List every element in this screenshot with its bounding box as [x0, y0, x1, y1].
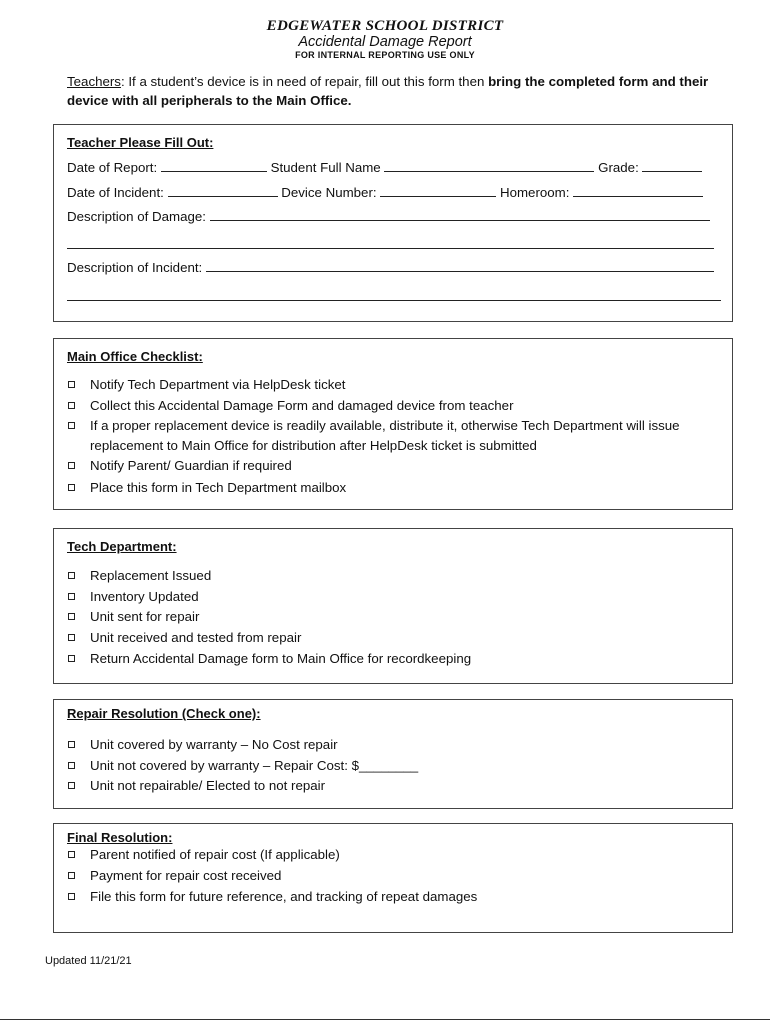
grade-field[interactable]	[642, 161, 702, 172]
damage-description-row	[67, 209, 710, 224]
incident-description-field[interactable]	[206, 261, 714, 272]
checkbox[interactable]	[68, 381, 75, 388]
report-row-1	[67, 160, 702, 175]
repair-resolution-section-title: Repair Resolution (Check one):	[67, 706, 261, 721]
student-name-label: Student Full Name	[270, 160, 381, 175]
footer-divider	[0, 1019, 770, 1020]
damage-description-line-2[interactable]	[67, 248, 714, 249]
intro-text: : If a student’s device is in need of repair, fill out this form then	[120, 74, 489, 89]
intro-bold: bring the completed form and their device with all peripherals to the Main Office.	[67, 74, 709, 108]
checkbox[interactable]	[68, 655, 75, 662]
document-header	[0, 17, 770, 61]
checkbox[interactable]	[68, 613, 75, 620]
date-of-incident-field[interactable]	[168, 186, 278, 197]
checklist-item-label: Unit sent for repair	[90, 609, 200, 624]
checkbox[interactable]	[68, 462, 75, 469]
checklist-item-label: Notify Parent/ Guardian if required	[90, 458, 292, 473]
checklist-item-label: Place this form in Tech Department mailbox	[90, 480, 347, 495]
checklist-item-label: Inventory Updated	[90, 589, 199, 604]
tech-department-section	[53, 528, 733, 684]
checklist-item-label: Notify Tech Department via HelpDesk ticket	[90, 377, 346, 392]
district-name: EDGEWATER SCHOOL DISTRICT	[266, 18, 504, 34]
tech-department-section-title: Tech Department:	[67, 539, 177, 554]
checkbox[interactable]	[68, 572, 75, 579]
damage-description-field[interactable]	[210, 210, 710, 221]
checkbox[interactable]	[68, 872, 75, 879]
damage-description-label: Description of Damage:	[67, 209, 206, 224]
intro-instructions	[67, 72, 727, 110]
checklist-item-label: Parent notified of repair cost (If applicable)	[90, 847, 340, 862]
checkbox[interactable]	[68, 593, 75, 600]
checkbox[interactable]	[68, 422, 75, 429]
repair-resolution-section	[53, 699, 733, 809]
incident-description-row	[67, 260, 714, 275]
checkbox[interactable]	[68, 762, 75, 769]
date-of-incident-label: Date of Incident:	[67, 185, 164, 200]
incident-description-label: Description of Incident:	[67, 260, 203, 275]
report-row-2	[67, 185, 703, 200]
device-number-label: Device Number:	[281, 185, 377, 200]
internal-use-notice: FOR INTERNAL REPORTING USE ONLY	[295, 50, 475, 60]
checklist-item-label: Payment for repair cost received	[90, 868, 282, 883]
checklist-item-label: Unit not repairable/ Elected to not repair	[90, 778, 326, 793]
checkbox[interactable]	[68, 484, 75, 491]
final-resolution-section	[53, 823, 733, 933]
main-office-section	[53, 338, 733, 510]
main-office-section-title: Main Office Checklist:	[67, 349, 203, 364]
checklist-item-label: Collect this Accidental Damage Form and damaged device from teacher	[90, 398, 514, 413]
date-of-report-label: Date of Report:	[67, 160, 158, 175]
intro-lead: Teachers	[67, 74, 121, 89]
grade-label: Grade:	[598, 160, 639, 175]
checkbox[interactable]	[68, 402, 75, 409]
checklist-item-label: Replacement Issued	[90, 568, 212, 583]
student-name-field[interactable]	[384, 161, 594, 172]
checkbox[interactable]	[68, 634, 75, 641]
incident-description-line-2[interactable]	[67, 300, 721, 301]
checklist-item-label: File this form for future reference, and tracking of repeat damages	[90, 889, 478, 904]
checklist-item-label: Unit covered by warranty – No Cost repair	[90, 737, 338, 752]
checkbox[interactable]	[68, 893, 75, 900]
homeroom-field[interactable]	[573, 186, 703, 197]
report-title: Accidental Damage Report	[298, 34, 472, 50]
final-resolution-section-title: Final Resolution:	[67, 830, 173, 845]
checklist-item-label: Unit not covered by warranty – Repair Cost: $________	[90, 758, 419, 773]
checklist-item-label: Return Accidental Damage form to Main Office for recordkeeping	[90, 651, 472, 666]
checklist-item-label: Unit received and tested from repair	[90, 630, 302, 645]
checkbox[interactable]	[68, 782, 75, 789]
date-of-report-field[interactable]	[161, 161, 267, 172]
teacher-section-title: Teacher Please Fill Out:	[67, 135, 214, 150]
homeroom-label: Homeroom:	[499, 185, 570, 200]
checklist-item-label: If a proper replacement device is readily available, distribute it, otherwise Tech Department will issue	[90, 418, 680, 433]
checklist-item-label: replacement to Main Office for distribution after HelpDesk ticket is submitted	[90, 438, 537, 453]
device-number-field[interactable]	[380, 186, 496, 197]
checkbox[interactable]	[68, 851, 75, 858]
teacher-section	[53, 124, 733, 322]
updated-date: Updated 11/21/21	[45, 955, 132, 967]
checkbox[interactable]	[68, 741, 75, 748]
